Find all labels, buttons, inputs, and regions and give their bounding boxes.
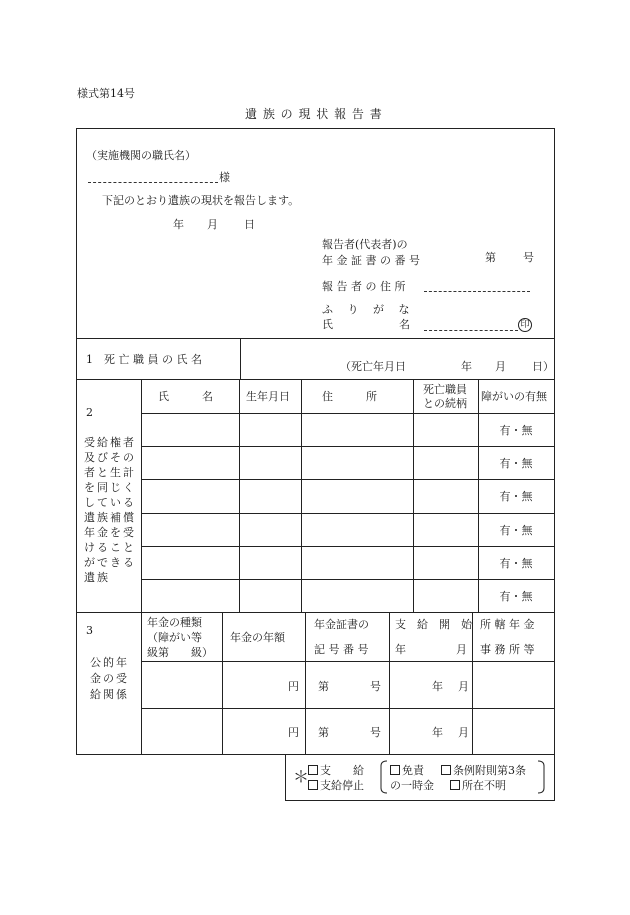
intro-text: 下記のとおり遺族の現状を報告します。 [102,194,300,207]
unknown-label: 所在不明 [462,779,506,792]
row2-month: 月 [458,726,469,739]
row1-go: 号 [370,680,381,693]
disability-yesno: 有・無 [499,524,533,537]
label-line: 遺族補償 [84,511,136,524]
row2-year: 年 [432,726,443,739]
start-header-year: 年 [395,643,406,656]
type-header-2: （障がい等 [147,631,202,644]
supplementary-label: 条例附則第3条 [453,764,526,777]
exemption-label: 免責 [402,764,424,777]
section3-number: 3 [86,624,93,637]
divider-section1 [76,379,555,380]
label-line: 者と生計 [84,466,136,479]
row2-go: 号 [370,726,381,739]
payment-checkbox[interactable] [308,764,364,777]
unknown-checkbox[interactable] [450,779,506,792]
s2-hline-5 [141,579,555,580]
death-month: 月 [495,360,506,373]
label-line: を同じく [84,481,136,494]
page-title: 遺 族 の 現 状 報 告 書 [245,107,383,121]
pension-cert-label: 年 金 証 書 の 番 号 [322,254,420,267]
furigana-label: ふ り が な [322,303,410,316]
header-relation-2: との続柄 [423,397,467,410]
label-line: 公的年 [90,656,129,669]
disability-yesno: 有・無 [499,590,533,603]
name-line [424,330,518,331]
s2-hline-2 [141,479,555,480]
no-go: 号 [523,251,534,264]
reporter-rep-label: 報告者(代表者)の [322,238,408,251]
label-line: している [84,496,136,509]
honorific: 様 [219,171,230,184]
left-bracket [379,760,389,794]
suspension-checkbox[interactable] [308,779,364,792]
s3-vline-1 [222,612,223,755]
date-month: 月 [207,218,218,231]
label-line: ができる [84,556,136,569]
s3-hline-0 [141,661,555,662]
office-header-2: 事 務 所 等 [480,643,535,656]
row1-dai: 第 [318,680,329,693]
row1-yen: 円 [288,680,299,693]
divider-header [76,338,555,339]
header-address: 住 所 [322,390,377,403]
start-header-1: 支 給 開 始 [395,618,472,631]
disability-yesno: 有・無 [499,490,533,503]
label-line: 給関係 [90,688,129,701]
footnote-box [285,755,555,801]
label-line: けること [84,541,136,554]
checkbox[interactable] [308,780,318,790]
cert-header-2: 記 号 番 号 [314,643,369,656]
lump-sum-label: の一時金 [390,779,434,792]
section2-number: 2 [86,406,93,419]
s3-vline-2 [305,612,306,755]
reporter-address-label: 報 告 者 の 住 所 [322,280,406,293]
amount-header: 年金の年額 [230,631,285,644]
name-label: 氏 名 [322,318,410,331]
header-relation-1: 死亡職員 [423,383,467,396]
address-line [424,291,530,292]
checkbox[interactable] [308,765,318,775]
row2-dai: 第 [318,726,329,739]
checkbox[interactable] [450,780,460,790]
disability-yesno: 有・無 [499,457,533,470]
death-year: 年 [461,360,472,373]
header-disability: 障がいの有無 [481,390,547,403]
office-header-1: 所 轄 年 金 [480,618,535,631]
checkbox[interactable] [390,765,400,775]
form-number: 様式第14号 [77,87,135,100]
disability-yesno: 有・無 [499,557,533,570]
s2-hline-1 [141,446,555,447]
label-line: 年金を受 [84,526,136,539]
start-header-month: 月 [456,643,467,656]
s2-hline-4 [141,546,555,547]
label-line: 金の受 [90,672,129,685]
s3-vline-4 [472,612,473,755]
header-birth: 生年月日 [246,390,290,403]
section1-label: 1 死 亡 職 員 の 氏 名 [86,353,202,366]
header-name: 氏 名 [158,390,213,403]
s2-hline-0 [141,413,555,414]
payment-label: 支 給 [320,764,364,777]
death-date-label: （死亡年月日 [340,360,406,373]
label-line: 及びその [84,451,136,464]
s3-hline-1 [141,708,555,709]
row2-yen: 円 [288,726,299,739]
death-day: 日） [532,360,554,373]
label-col-vline [141,379,142,755]
asterisk: ＊ [293,767,310,786]
disability-yesno: 有・無 [499,424,533,437]
suspension-label: 支給停止 [320,779,364,792]
section1-vline [240,338,241,379]
divider-section2 [76,612,555,613]
right-bracket [536,760,546,794]
seal-mark: 印 [518,318,532,332]
date-year: 年 [173,218,184,231]
recipient-line [88,182,218,183]
supplementary-checkbox[interactable] [441,764,526,777]
type-header-3: 級第 級） [147,646,213,659]
cert-header-1: 年金証書の [314,618,369,631]
recipient-label: （実施機関の職氏名） [86,149,196,162]
row1-month: 月 [458,680,469,693]
type-header-1: 年金の種類 [147,616,202,629]
date-day: 日 [244,218,255,231]
exemption-checkbox[interactable] [390,764,424,777]
no-dai: 第 [485,251,496,264]
label-line: 遺族 [84,571,110,584]
label-line: 受給権者 [84,436,136,449]
row1-year: 年 [432,680,443,693]
checkbox[interactable] [441,765,451,775]
s3-vline-3 [389,612,390,755]
s2-hline-3 [141,513,555,514]
